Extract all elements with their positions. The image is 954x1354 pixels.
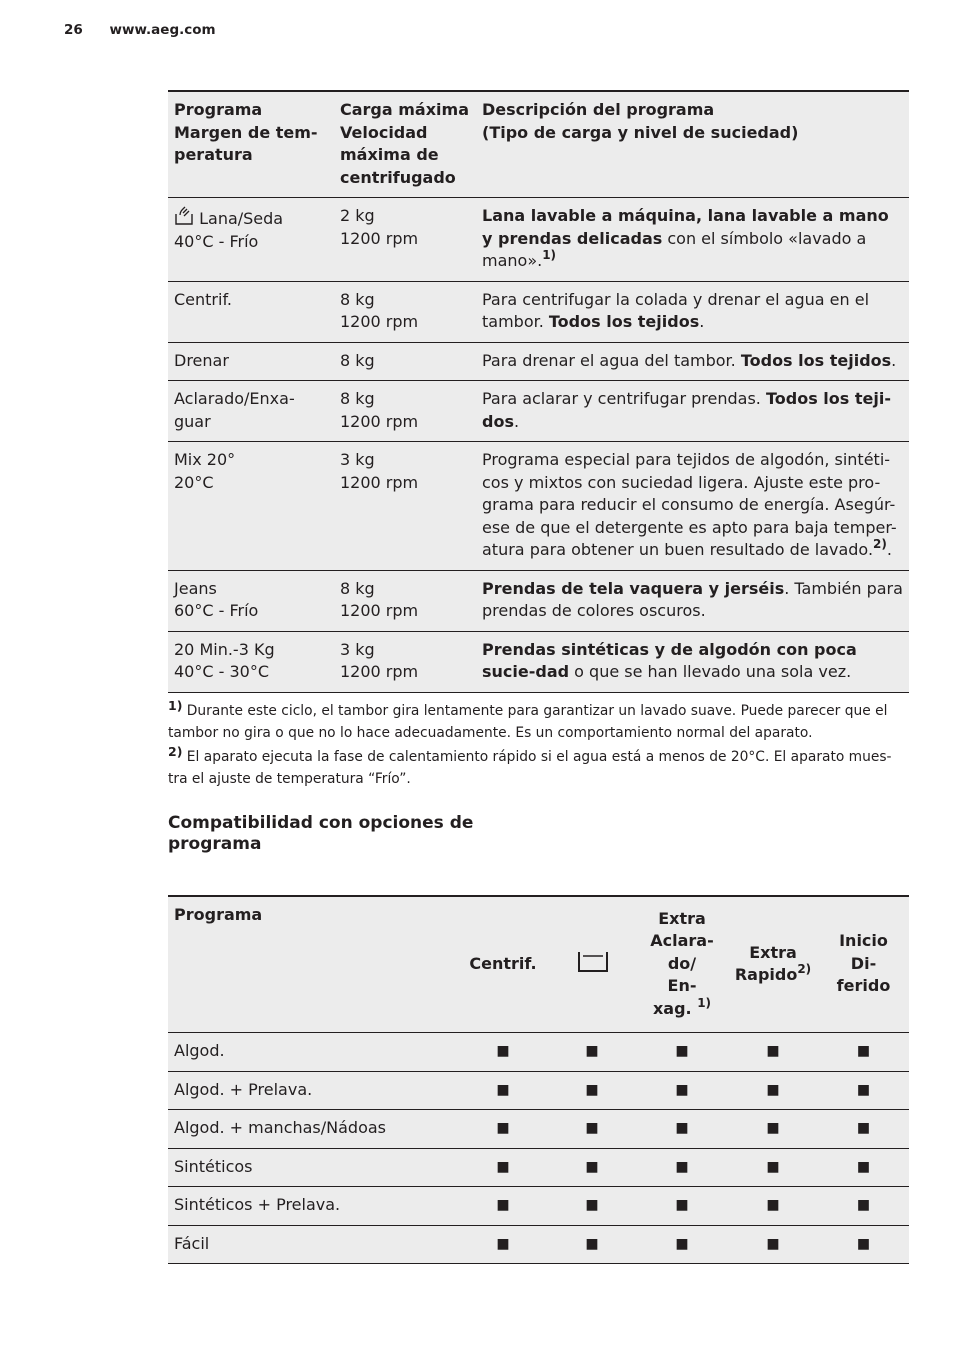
compatibility-mark: ■ (818, 1225, 909, 1264)
compatibility-mark: ■ (636, 1071, 728, 1110)
program-name: Algod. (168, 1033, 458, 1072)
compatibility-mark: ■ (458, 1033, 548, 1072)
handwash-icon (174, 209, 199, 228)
compatibility-mark: ■ (458, 1187, 548, 1226)
table-row: Drenar 8 kg Para drenar el agua del tambor. Todos los tejidos. (168, 342, 909, 381)
header-centrif: Centrif. (458, 896, 548, 1033)
table-row: Lana/Seda 40°C - Frío 2 kg 1200 rpm Lana lavable a máquina, lana lavable a mano y prendas delicadas con el símbolo «lavado a mano».$^{1)}$ (168, 198, 909, 282)
wash-tub-icon (577, 949, 607, 971)
header-extra-rinse: Extra Aclara- do/ En- xag. $^{1)}$ (636, 896, 728, 1033)
compatibility-mark: ■ (818, 1071, 909, 1110)
table-row: Centrif. 8 kg 1200 rpm Para centrifugar la colada y drenar el agua en el tambor. Todos los tejidos. (168, 281, 909, 342)
table-row (168, 1225, 909, 1264)
page-header (64, 22, 216, 38)
compatibility-mark: ■ (548, 1187, 636, 1226)
program-name: Fácil (168, 1225, 458, 1264)
compatibility-mark: ■ (728, 1033, 818, 1072)
compatibility-mark: ■ (636, 1225, 728, 1264)
compatibility-mark: ■ (636, 1033, 728, 1072)
header-delay-start: Inicio Di- ferido (818, 896, 909, 1033)
compatibility-mark: ■ (728, 1110, 818, 1149)
compatibility-mark: ■ (548, 1110, 636, 1149)
programs-table (168, 90, 909, 693)
table-row (168, 1187, 909, 1226)
footnote-2: $^{2)}$ El aparato ejecuta la fase de calentamiento rápido si el agua está a menos de 20°C. El aparato mues-tra el ajuste de temperatura “Frío”. (168, 744, 892, 787)
table-row (168, 1148, 909, 1187)
compatibility-mark: ■ (728, 1148, 818, 1187)
compatibility-mark: ■ (728, 1187, 818, 1226)
options-compatibility-table (168, 895, 909, 1264)
compatibility-mark: ■ (458, 1225, 548, 1264)
table-row: 20 Min.-3 Kg 40°C - 30°C 3 kg 1200 rpm Prendas sintéticas y de algodón con poca sucie-dad o que se han llevado una sola vez. (168, 631, 909, 692)
header-extra-rapid: Extra Rapido$^{2)}$ (728, 896, 818, 1033)
compatibility-mark: ■ (818, 1148, 909, 1187)
header-icon (548, 896, 636, 1033)
header-load: Carga máxima Velocidad máxima de centrifugado (334, 91, 476, 198)
compatibility-mark: ■ (818, 1187, 909, 1226)
table-row: Jeans 60°C - Frío 8 kg 1200 rpm Prendas de tela vaquera y jerséis. También para prendas de colores oscuros. (168, 570, 909, 631)
compatibility-mark: ■ (636, 1187, 728, 1226)
header-url: www.aeg.com (109, 22, 216, 38)
compatibility-mark: ■ (548, 1033, 636, 1072)
program-name: Algod. + manchas/Nádoas (168, 1110, 458, 1149)
compatibility-mark: ■ (458, 1071, 548, 1110)
compatibility-mark: ■ (728, 1071, 818, 1110)
program-name: Sintéticos (168, 1148, 458, 1187)
compatibility-mark: ■ (818, 1110, 909, 1149)
compatibility-mark: ■ (636, 1110, 728, 1149)
table-row (168, 1071, 909, 1110)
header-program: Programa Margen de tem- peratura (168, 91, 334, 198)
footnote-1: $^{1)}$ Durante este ciclo, el tambor gira lentamente para garantizar un lavado suave. Puede parecer que el tambor no gira o que no lo hace adecuadamente. Es un comportamiento normal del aparato. (168, 698, 888, 741)
header-program: Programa (168, 896, 458, 1033)
section-title: Compatibilidad con opciones de programa (168, 813, 474, 854)
compatibility-mark: ■ (458, 1110, 548, 1149)
table-row: Mix 20° 20°C 3 kg 1200 rpm Programa especial para tejidos de algodón, sintéti-cos y mixtos con suciedad ligera. Ajuste este pro-grama para reducir el consumo de energía. Asegúr-ese de que el detergente es apto para baja temper-atura para obtener un buen resultado de lavado.$^{2)}$. (168, 442, 909, 571)
compatibility-mark: ■ (548, 1071, 636, 1110)
table-row (168, 1110, 909, 1149)
compatibility-mark: ■ (458, 1148, 548, 1187)
program-name: Sintéticos + Prelava. (168, 1187, 458, 1226)
compatibility-mark: ■ (636, 1148, 728, 1187)
compatibility-mark: ■ (728, 1225, 818, 1264)
program-name: Algod. + Prelava. (168, 1071, 458, 1110)
header-description: Descripción del programa (Tipo de carga y nivel de suciedad) (476, 91, 909, 198)
page-number: 26 (64, 22, 83, 38)
compatibility-mark: ■ (548, 1225, 636, 1264)
compatibility-mark: ■ (548, 1148, 636, 1187)
compatibility-mark: ■ (818, 1033, 909, 1072)
table-row (168, 1033, 909, 1072)
footnotes (168, 700, 908, 790)
table-row: Aclarado/Enxa- guar 8 kg 1200 rpm Para aclarar y centrifugar prendas. Todos los teji-dos. (168, 381, 909, 442)
